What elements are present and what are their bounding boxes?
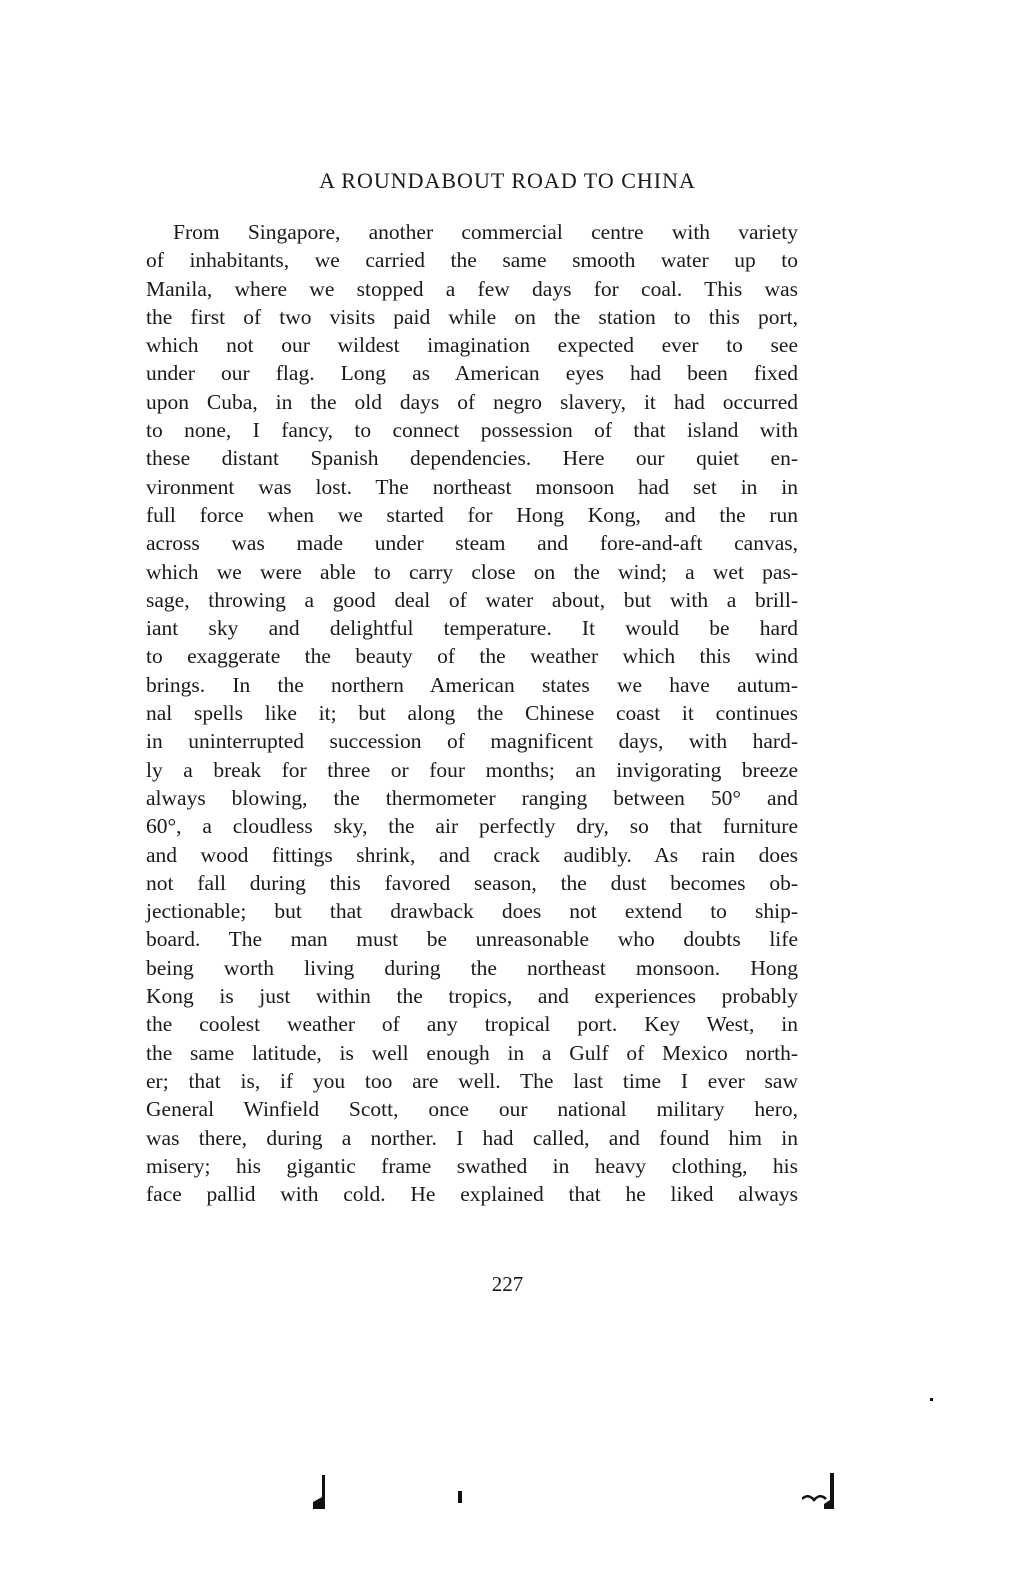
text-line: iant sky and delightful temperature. It would be hard bbox=[146, 616, 798, 641]
text-line: to none, I fancy, to connect possession of that island with bbox=[146, 418, 798, 443]
text-line: the same latitude, is well enough in a Gulf of Mexico north- bbox=[146, 1040, 798, 1065]
printer-mark-left bbox=[313, 1475, 325, 1509]
text-line: vironment was lost. The northeast monsoon had set in in bbox=[146, 474, 798, 499]
text-line: upon Cuba, in the old days of negro slavery, it had occurred bbox=[146, 389, 798, 414]
text-line: From Singapore, another commercial centre with variety bbox=[173, 220, 798, 244]
text-line: of inhabitants, we carried the same smooth water up to bbox=[146, 248, 798, 273]
text-line: nal spells like it; but along the Chinese coast it continues bbox=[146, 701, 798, 726]
text-line: brings. In the northern American states we have autum- bbox=[146, 672, 798, 697]
body-text bbox=[146, 218, 798, 1208]
text-line: to exaggerate the beauty of the weather which this wind bbox=[146, 644, 798, 669]
text-line: across was made under steam and fore-and-aft canvas, bbox=[146, 531, 798, 556]
text-line: these distant Spanish dependencies. Here our quiet en- bbox=[146, 446, 798, 471]
text-line: Kong is just within the tropics, and experiences probably bbox=[146, 984, 798, 1009]
text-line: the first of two visits paid while on the station to this port, bbox=[146, 304, 798, 329]
text-line: full force when we started for Hong Kong, and the run bbox=[146, 502, 798, 527]
text-line: was there, during a norther. I had called, and found him in bbox=[146, 1125, 798, 1150]
text-line: sage, throwing a good deal of water about, but with a brill- bbox=[146, 587, 798, 612]
text-line: the coolest weather of any tropical port. Key West, in bbox=[146, 1012, 798, 1037]
text-line: under our flag. Long as American eyes had been fixed bbox=[146, 361, 798, 386]
text-line: and wood fittings shrink, and crack audibly. As rain does bbox=[146, 842, 798, 867]
text-line: misery; his gigantic frame swathed in heavy clothing, his bbox=[146, 1153, 798, 1178]
text-line: face pallid with cold. He explained that he liked always bbox=[146, 1182, 798, 1207]
text-line: being worth living during the northeast monsoon. Hong bbox=[146, 955, 798, 980]
text-line: General Winfield Scott, once our national military hero, bbox=[146, 1097, 798, 1122]
printer-mark-center bbox=[458, 1491, 462, 1503]
text-line: which not our wildest imagination expected ever to see bbox=[146, 333, 798, 358]
page-number: 227 bbox=[491, 1272, 524, 1296]
printer-mark-right bbox=[802, 1473, 838, 1509]
text-line: jectionable; but that drawback does not extend to ship- bbox=[146, 899, 798, 924]
running-head: A ROUNDABOUT ROAD TO CHINA bbox=[319, 168, 696, 193]
text-line: board. The man must be unreasonable who doubts life bbox=[146, 927, 798, 952]
text-line: not fall during this favored season, the dust becomes ob- bbox=[146, 870, 798, 895]
text-line: always blowing, the thermometer ranging between 50° and bbox=[146, 785, 798, 810]
scan-speck bbox=[930, 1398, 933, 1401]
text-line: which we were able to carry close on the wind; a wet pas- bbox=[146, 559, 798, 584]
text-line: Manila, where we stopped a few days for coal. This was bbox=[146, 276, 798, 301]
text-line: ly a break for three or four months; an invigorating breeze bbox=[146, 757, 798, 782]
text-line: 60°, a cloudless sky, the air perfectly dry, so that furniture bbox=[146, 814, 798, 839]
text-line: er; that is, if you too are well. The last time I ever saw bbox=[146, 1068, 798, 1093]
text-line: in uninterrupted succession of magnificent days, with hard- bbox=[146, 729, 798, 754]
